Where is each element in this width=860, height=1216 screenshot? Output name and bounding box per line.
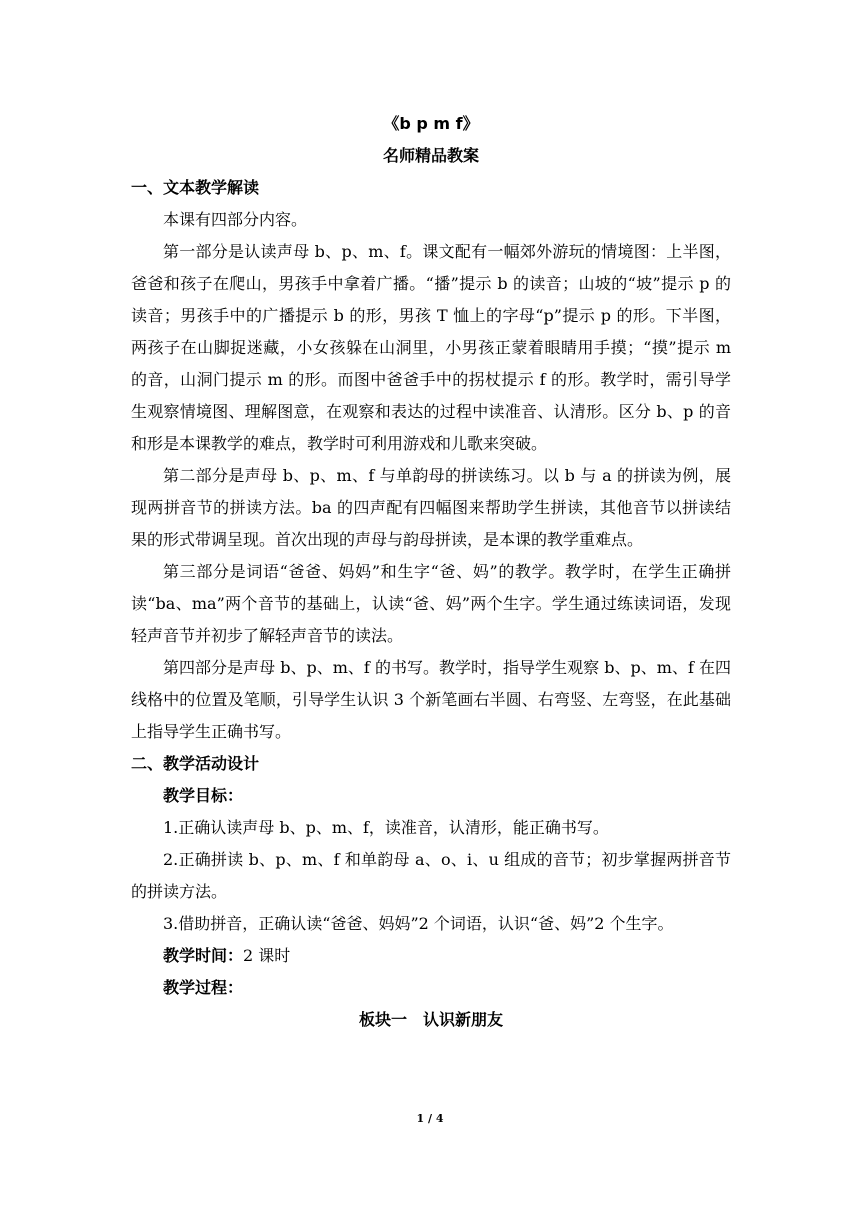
process-label xyxy=(131,972,731,1004)
section-heading-text-reading: 一、文本教学解读 xyxy=(131,178,260,197)
process-label-text: 教学过程： xyxy=(163,978,244,997)
paragraph-part-four: 第四部分是声母 b、p、m、f 的书写。教学时，指导学生观察 b、p、m、f 在四线格中的位置及笔顺，引导学生认识 3 个新笔画右半圆、右弯竖、左弯竖，在此基础上指导学生正确书写。 xyxy=(131,658,731,741)
objective-item: 2.正确拼读 b、p、m、f 和单韵母 a、o、i、u 组成的音节；初步掌握两拼音节的拼读方法。 xyxy=(131,850,731,901)
page-content xyxy=(131,108,731,1036)
teaching-time-label: 教学时间： xyxy=(163,946,244,965)
paragraph-part-two: 第二部分是声母 b、p、m、f 与单韵母的拼读练习。以 b 与 a 的拼读为例，展现两拼音节的拼读方法。ba 的四声配有四幅图来帮助学生拼读，其他音节以拼读结果的形式带调呈现。首次出现的声母与韵母拼读，是本课的教学重难点。 xyxy=(131,466,731,549)
paragraph-part-one: 第一部分是认读声母 b、p、m、f。课文配有一幅郊外游玩的情境图：上半图，爸爸和孩子在爬山，男孩手中拿着广播。“播”提示 b 的读音；山坡的“坡”提示 p 的读音；男孩手中的广播提示 b 的形，男孩 T 恤上的字母“p”提示 p 的形。下半图，两孩子在山脚捉迷藏，小女孩躲在山洞里，小男孩正蒙着眼睛用手摸；“摸”提示 m 的音，山洞门提示 m 的形。而图中爸爸手中的拐杖提示 f 的形。教学时，需引导学生观察情境图、理解图意，在观察和表达的过程中读准音、认清形。区分 b、p 的音和形是本课教学的难点，教学时可利用游戏和儿歌来突破。 xyxy=(131,242,731,453)
teaching-time xyxy=(131,940,731,972)
paragraph-part-three: 第三部分是词语“爸爸、妈妈”和生字“爸、妈”的教学。教学时，在学生正确拼读“ba、ma”两个音节的基础上，认读“爸、妈”两个生字。学生通过练读词语，发现轻声音节并初步了解轻声音节的读法。 xyxy=(131,562,731,645)
objectives-label-text: 教学目标： xyxy=(163,786,244,805)
objective-item: 3.借助拼音，正确认读“爸爸、妈妈”2 个词语，认识“爸、妈”2 个生字。 xyxy=(163,914,674,933)
paragraph-intro: 本课有四部分内容。 xyxy=(163,210,308,229)
section-heading-activity-design: 二、教学活动设计 xyxy=(131,754,260,773)
block-title: 板块一 认识新朋友 xyxy=(358,1010,503,1029)
document-subtitle: 名师精品教案 xyxy=(382,146,479,165)
objective-item: 1.正确认读声母 b、p、m、f，读准音，认清形，能正确书写。 xyxy=(163,818,609,837)
teaching-time-value: 2 课时 xyxy=(243,946,291,965)
page-number: 1 / 4 xyxy=(416,1112,444,1125)
document-title: 《b p m f》 xyxy=(383,114,479,133)
objectives-label xyxy=(131,780,731,812)
